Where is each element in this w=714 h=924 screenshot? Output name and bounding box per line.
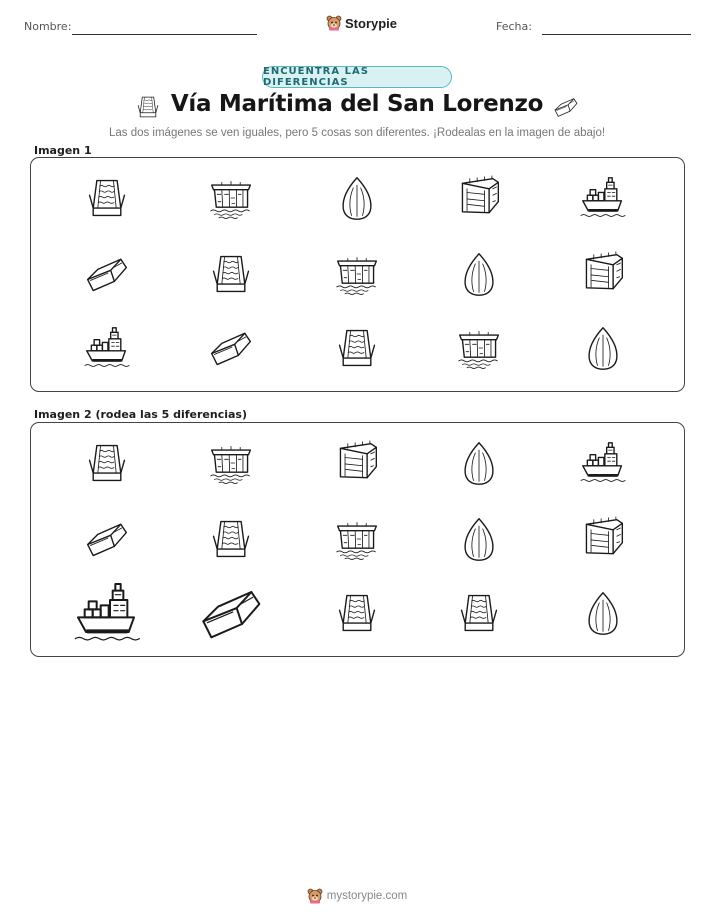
bear-mascot-icon — [326, 15, 342, 31]
canal-lock-icon[interactable] — [84, 440, 130, 486]
dam-icon — [456, 325, 502, 371]
metal-ingot-icon[interactable] — [198, 580, 265, 647]
seed-icon — [456, 251, 502, 297]
image2-panel[interactable] — [30, 422, 685, 657]
page-title: Vía Marítima del San Lorenzo — [170, 91, 544, 117]
metal-ingot-icon — [208, 325, 254, 371]
dam-icon — [208, 175, 254, 221]
footer-site[interactable]: mystorypie.com — [326, 890, 408, 902]
canal-lock-icon[interactable] — [334, 590, 380, 636]
cargo-ship-icon — [580, 175, 626, 221]
dam-icon — [334, 251, 380, 297]
cargo-ship-icon[interactable] — [580, 440, 626, 486]
image1-label: Imagen 1 — [34, 144, 92, 157]
dam-icon[interactable] — [208, 440, 254, 486]
lock-gate-icon — [580, 251, 626, 297]
canal-lock-icon[interactable] — [208, 516, 254, 562]
canal-lock-icon — [208, 251, 254, 297]
seed-icon — [580, 325, 626, 371]
storypie-logo — [326, 13, 397, 33]
date-line[interactable] — [542, 34, 691, 35]
metal-ingot-icon — [84, 251, 130, 297]
instructions: Las dos imágenes se ven iguales, pero 5 cosas son diferentes. ¡Rodealas en la imagen de abajo! — [108, 127, 606, 139]
date-label: Fecha: — [496, 20, 532, 33]
seed-icon[interactable] — [456, 516, 502, 562]
metal-ingot-icon — [550, 94, 582, 120]
canal-lock-icon — [334, 325, 380, 371]
activity-badge: ENCUENTRA LAS DIFERENCIAS — [262, 66, 452, 88]
brand-name: Storypie — [345, 15, 398, 31]
image1-panel — [30, 157, 685, 392]
bear-mascot-icon — [307, 888, 323, 904]
canal-lock-icon[interactable] — [456, 590, 502, 636]
canal-lock-icon — [84, 175, 130, 221]
lock-gate-icon[interactable] — [334, 440, 380, 486]
image2-label: Imagen 2 (rodea las 5 diferencias) — [34, 408, 248, 421]
lock-gate-icon — [456, 175, 502, 221]
seed-icon — [334, 175, 380, 221]
name-line[interactable] — [72, 34, 257, 35]
dam-icon[interactable] — [334, 516, 380, 562]
cargo-ship-icon — [84, 325, 130, 371]
footer — [0, 886, 714, 906]
metal-ingot-icon[interactable] — [84, 516, 130, 562]
lock-gate-icon[interactable] — [580, 516, 626, 562]
seed-icon[interactable] — [580, 590, 626, 636]
seed-icon[interactable] — [456, 440, 502, 486]
name-label: Nombre: — [24, 20, 72, 33]
cargo-ship-icon[interactable] — [74, 580, 141, 647]
